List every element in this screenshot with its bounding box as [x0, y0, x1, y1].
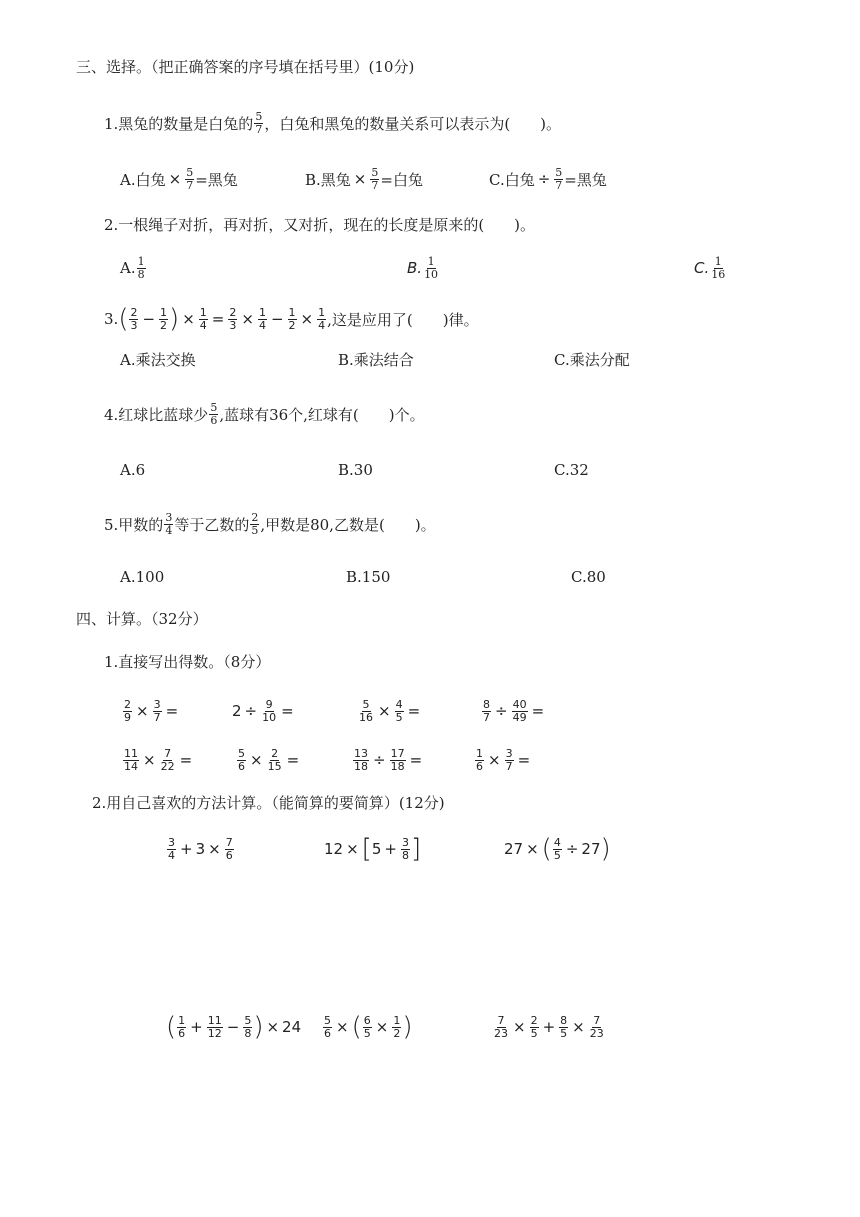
- question-1: 1.黑兔的数量是白兔的 5 7 ，白兔和黑兔的数量关系可以表示为( )。: [104, 109, 562, 136]
- problem-1: 3 4 + 3 × $\frac{7}{6}$: [168, 835, 233, 862]
- q3-option-c[interactable]: C.乘法分配: [554, 351, 630, 369]
- calc-4: $\frac{8}{7}$ ÷ $\frac{40}{49}$ =: [483, 697, 545, 724]
- q3-option-a[interactable]: A.乘法交换: [120, 351, 196, 369]
- q1-option-b[interactable]: B.黑兔 × $\frac{5}{7}$ =白兔: [305, 165, 423, 192]
- section-4-title: 四、计算。（32分）: [76, 610, 208, 628]
- q2-option-a[interactable]: A. 1 8: [120, 254, 145, 281]
- calc-5: $\frac{11}{14}$ × $\frac{7}{22}$ =: [124, 746, 193, 773]
- problem-5: $\frac{5}{6}$ × ( $\frac{6}{5}$ × $\frac{1}{2}$ ): [324, 1012, 413, 1042]
- calc-7: $\frac{13}{18}$ ÷ $\frac{17}{18}$ =: [354, 746, 423, 773]
- q5-option-a[interactable]: A.100: [120, 568, 165, 586]
- problem-3: 27 × ( $\frac{4}{5}$ ÷ 27 ): [504, 834, 611, 864]
- problem-4: ( 1 6 + $\frac{11}{12}$ − $\frac{5}{8}$ ) × 24: [166, 1012, 302, 1042]
- part-1-title: 1.直接写出得数。（8分）: [104, 653, 271, 671]
- q1-option-c[interactable]: C.白兔 ÷ $\frac{5}{7}$ =黑兔: [489, 165, 607, 192]
- q4-option-c[interactable]: C.32: [554, 461, 589, 479]
- q5-option-b[interactable]: B.150: [346, 568, 391, 586]
- q1-option-a[interactable]: A.白兔 × $\frac{5}{7}$ =黑兔: [120, 165, 238, 192]
- calc-8: $\frac{1}{6}$ × $\frac{3}{7}$ =: [476, 746, 531, 773]
- calc-3: $\frac{5}{16}$ × $\frac{4}{5}$ =: [359, 697, 421, 724]
- calc-2: 2 ÷ $\frac{9}{10}$ =: [232, 697, 294, 724]
- question-3: 3. ( 2 3 − $\frac{1}{2}$ ) × $\frac{1}{4}$ = $\frac{2}{3}$ × $\frac{1}{4}$ − $\frac{1}{2}$ × $\frac{1}{4}$ ,这是应用了( )律。: [104, 304, 479, 334]
- q1-fraction: 5 7: [255, 109, 263, 136]
- question-2: 2.一根绳子对折，再对折，又对折，现在的长度是原来的( )。: [104, 215, 536, 234]
- q1-text: 1.黑兔的数量是白兔的: [104, 114, 254, 133]
- part-2-title: 2.用自己喜欢的方法计算。（能简算的要简算）(12分): [92, 794, 445, 812]
- calc-6: $\frac{5}{6}$ × $\frac{2}{15}$ =: [238, 746, 300, 773]
- question-4: 4.红球比蓝球少 5 6 ,蓝球有36个,红球有( )个。: [104, 400, 425, 427]
- question-5: 5.甲数的 3 4 等于乙数的 2 5 ,甲数是80,乙数是( )。: [104, 510, 436, 537]
- problem-6: $\frac{7}{23}$ × $\frac{2}{5}$ + $\frac{8}{5}$ × $\frac{7}{23}$: [494, 1013, 604, 1040]
- q2-option-c[interactable]: C. 1 16: [694, 254, 726, 281]
- q4-option-a[interactable]: A.6: [120, 461, 146, 479]
- section-3-title: 三、选择。（把正确答案的序号填在括号里）(10分): [76, 58, 415, 76]
- q5-option-c[interactable]: C.80: [571, 568, 606, 586]
- problem-2: 12 × [ 5 + $\frac{3}{8}$ ]: [324, 834, 422, 864]
- calc-1: $\frac{2}{9}$ × $\frac{3}{7}$ =: [124, 697, 179, 724]
- q2-option-b[interactable]: B. 1 10: [407, 254, 439, 281]
- q4-option-b[interactable]: B.30: [338, 461, 373, 479]
- q3-option-b[interactable]: B.乘法结合: [338, 351, 414, 369]
